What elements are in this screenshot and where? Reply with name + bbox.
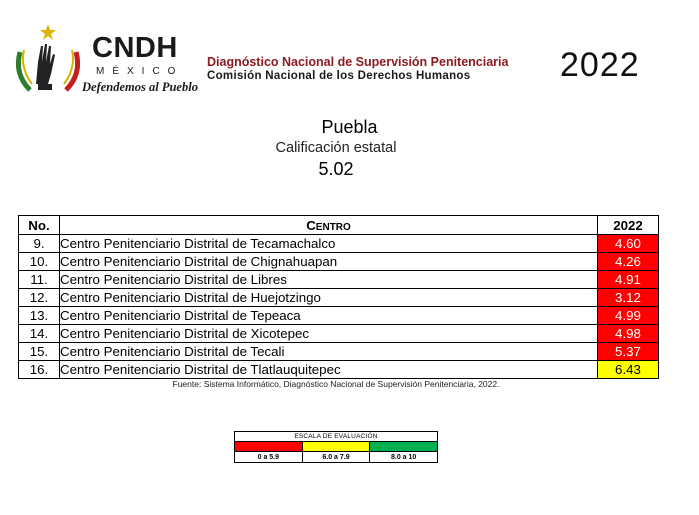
center-score: 4.60 — [598, 235, 659, 253]
header-no: No. — [19, 216, 60, 235]
header-centro-initial: C — [306, 217, 316, 233]
state-grade-label: Calificación estatal — [275, 140, 397, 156]
evaluation-scale — [234, 431, 438, 463]
row-number: 12. — [19, 289, 60, 307]
center-score: 5.37 — [598, 343, 659, 361]
table-row — [19, 325, 659, 343]
row-number: 11. — [19, 271, 60, 289]
report-subtitle: Comisión Nacional de los Derechos Humanos — [207, 70, 471, 82]
center-name: Centro Penitenciario Distrital de Chignahuapan — [60, 253, 598, 271]
table-row — [19, 307, 659, 325]
row-number: 14. — [19, 325, 60, 343]
center-score: 3.12 — [598, 289, 659, 307]
center-name: Centro Penitenciario Distrital de Xicotepec — [60, 325, 598, 343]
logo-country: MÉXICO — [96, 66, 184, 77]
center-name: Centro Penitenciario Distrital de Tlatlauquitepec — [60, 361, 598, 379]
header-centro — [60, 216, 598, 235]
source-note: Fuente: Sistema Informático, Diagnóstico Nacional de Supervisión Penitenciaria, 2022. — [172, 379, 500, 389]
header-year: 2022 — [598, 216, 659, 235]
center-score: 4.26 — [598, 253, 659, 271]
report-year: 2022 — [560, 46, 640, 84]
scale-swatch-green — [370, 442, 438, 452]
header-centro-rest: ENTRO — [315, 221, 351, 233]
center-score: 6.43 — [598, 361, 659, 379]
center-name: Centro Penitenciario Distrital de Tecamachalco — [60, 235, 598, 253]
center-name: Centro Penitenciario Distrital de Tepeaca — [60, 307, 598, 325]
center-name: Centro Penitenciario Distrital de Tecali — [60, 343, 598, 361]
center-name: Centro Penitenciario Distrital de Huejotzingo — [60, 289, 598, 307]
cndh-logo — [10, 22, 210, 102]
scale-swatch-red — [235, 442, 303, 452]
row-number: 10. — [19, 253, 60, 271]
table-row — [19, 271, 659, 289]
centers-table — [18, 215, 659, 379]
center-score: 4.91 — [598, 271, 659, 289]
logo-wordmark: CNDH — [92, 32, 178, 64]
cndh-emblem-icon — [10, 22, 86, 98]
scale-range-mid: 6.0 a 7.9 — [302, 452, 370, 463]
table-row — [19, 253, 659, 271]
row-number: 15. — [19, 343, 60, 361]
state-grade-value: 5.02 — [318, 159, 354, 179]
table-row — [19, 361, 659, 379]
table-row — [19, 235, 659, 253]
report-title: Diagnóstico Nacional de Supervisión Penitenciaria — [207, 55, 509, 69]
scale-range-high: 8.0 a 10 — [370, 452, 438, 463]
row-number: 16. — [19, 361, 60, 379]
row-number: 9. — [19, 235, 60, 253]
logo-motto: Defendemos al Pueblo — [82, 80, 198, 94]
table-row — [19, 343, 659, 361]
scale-swatch-yellow — [302, 442, 370, 452]
state-name: Puebla — [321, 117, 378, 137]
center-name: Centro Penitenciario Distrital de Libres — [60, 271, 598, 289]
scale-range-low: 0 a 5.9 — [235, 452, 303, 463]
scale-title: ESCALA DE EVALUACIÓN — [235, 432, 438, 442]
row-number: 13. — [19, 307, 60, 325]
table-row — [19, 289, 659, 307]
center-score: 4.99 — [598, 307, 659, 325]
table-header-row — [19, 216, 659, 235]
center-score: 4.98 — [598, 325, 659, 343]
